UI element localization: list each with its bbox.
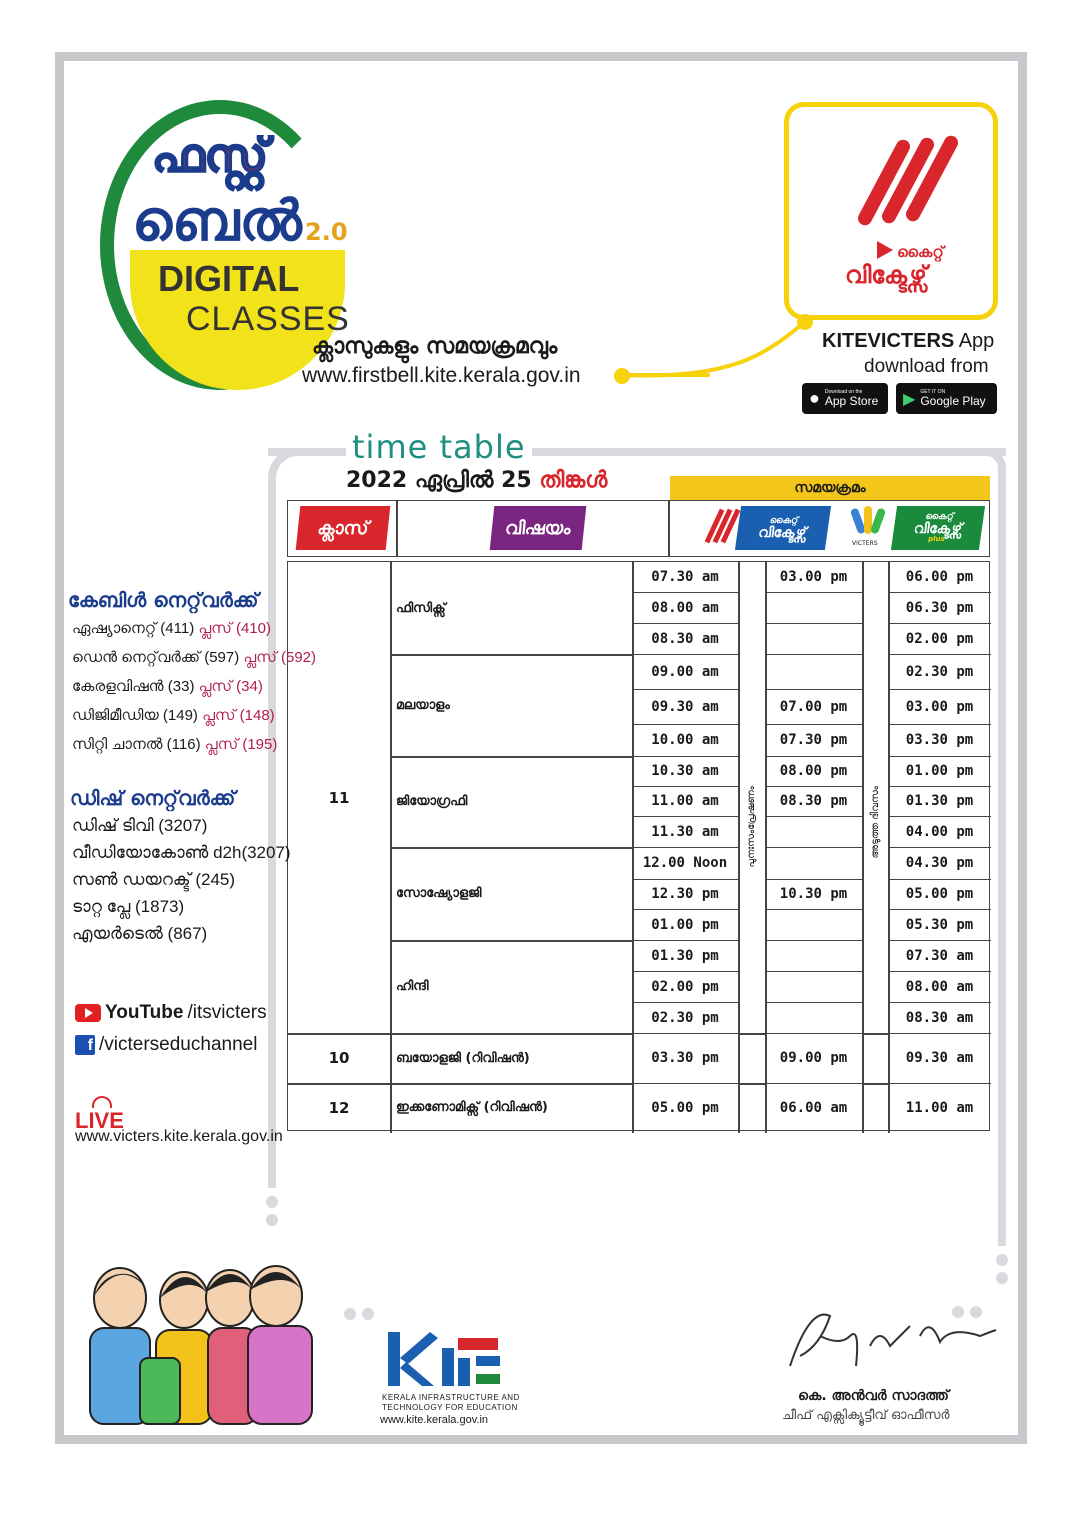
cable-network-heading: കേബിൾ നെറ്റ്‌വർക്ക് (68, 588, 259, 612)
cable-network-item (72, 620, 271, 637)
logo-script-line2: ബെൽ (132, 188, 302, 254)
subtitle-ml: ക്ലാസുകളും സമയക്രമവും (312, 334, 558, 359)
time-cell-t3: 02.30 pm (905, 663, 974, 680)
time-cell-t1: 05.00 pm (651, 1099, 719, 1116)
victers-logo-label: VICTERS (852, 540, 878, 547)
time-cell-t3: 02.00 pm (905, 630, 974, 647)
time-cell-t1: 11.30 am (651, 823, 719, 840)
kite-logo (380, 1328, 510, 1428)
time-cell-t2: 09.00 pm (779, 1050, 848, 1066)
dish-network-item: ഡിഷ് ടിവി (3207) (72, 816, 208, 835)
time-cell-t2 (765, 623, 862, 654)
kitevicters-plus-channel-header (891, 506, 985, 550)
cable-network-name: ഡെൻ നെറ്റ്‌വർക്ക് (597) (72, 649, 240, 666)
connector-curve (620, 310, 820, 385)
time-cell-t2: 07.30 pm (779, 732, 848, 748)
cable-network-plus: പ്ലസ് (195) (204, 736, 278, 753)
time-cell-t1: 12.30 pm (651, 886, 719, 902)
time-cell-t1: 11.00 am (651, 793, 719, 809)
time-cell-t3: 03.30 pm (905, 732, 974, 748)
subject-cell: മലയാളം (396, 697, 450, 713)
cable-network-plus: പ്ലസ് (148) (202, 707, 275, 724)
youtube-label-rest: /itsvicters (187, 1002, 267, 1023)
google-play-button[interactable] (896, 383, 997, 414)
time-cell-t1: 02.00 pm (651, 978, 719, 995)
time-cell-t1: 02.30 pm (651, 1009, 719, 1026)
time-cell-t2: 08.00 pm (779, 763, 848, 779)
youtube-label-bold: YouTube (105, 1002, 184, 1023)
logo-script-line1: ഫസ്റ്റ് (152, 128, 268, 182)
time-cell-t3: 06.00 pm (905, 569, 974, 585)
time-cell-t3: 07.30 am (905, 947, 974, 964)
time-cell-t1: 08.30 am (651, 630, 719, 647)
victers-live-link[interactable]: www.victers.kite.kerala.gov.in (75, 1128, 283, 1145)
time-cell-t2: 03.00 pm (779, 569, 848, 585)
youtube-icon (75, 1004, 101, 1022)
cable-network-item (72, 678, 263, 695)
time-cell-t3: 11.00 am (905, 1099, 974, 1116)
cable-network-name: ഡിജിമീഡിയ (149) (72, 707, 198, 724)
app-store-button[interactable] (802, 383, 888, 414)
time-cell-t2: 06.00 am (779, 1099, 848, 1116)
kitevicters-logo-big: വിക്ടേഴ്സ് (845, 261, 927, 289)
cable-network-plus: പ്ലസ് (34) (198, 678, 263, 695)
time-cell-t2 (765, 940, 862, 971)
subject-cell: ഫിസിക്സ് (396, 600, 446, 616)
class-cell: 12 (328, 1098, 350, 1117)
class-column-header: ക്ലാസ് (296, 506, 391, 550)
app-title-bold: KITEVICTERS (822, 330, 955, 352)
grid-line (862, 1083, 888, 1085)
logo-classes: CLASSES (186, 300, 350, 338)
time-cell-t1: 01.00 pm (651, 916, 719, 933)
dish-network-item: എയർടെൽ (867) (72, 924, 208, 943)
subject-column-header: വിഷയം (490, 506, 587, 550)
time-cell-t1: 03.30 pm (651, 1050, 719, 1066)
facebook-icon: f (75, 1035, 95, 1055)
cable-network-plus: പ്ലസ് (592) (243, 649, 317, 666)
children-illustration (80, 1258, 320, 1428)
time-cell-t3: 05.30 pm (905, 916, 974, 933)
google-play-small: GET IT ON (920, 389, 946, 395)
header-divider (396, 500, 398, 557)
time-cell-t1: 10.00 am (651, 732, 719, 748)
time-cell-t2 (765, 1002, 862, 1033)
time-cell-t3: 04.30 pm (905, 855, 974, 871)
subject-cell: ബയോളജി (റിവിഷൻ) (396, 1050, 530, 1066)
dish-network-item: വീഡിയോകോൺ d2h(3207) (72, 843, 291, 862)
kite-name-line1: KERALA INFRASTRUCTURE AND (382, 1393, 520, 1402)
date-day: തിങ്കൾ (539, 468, 608, 493)
dish-network-item: സൺ ഡയറക്ട് (245) (72, 870, 236, 889)
logo-digital: DIGITAL (158, 258, 300, 299)
time-cell-t3: 06.30 pm (905, 599, 974, 616)
ch2-note: plus (927, 535, 946, 543)
connector-dot-left (614, 368, 630, 384)
time-cell-t1: 08.00 am (651, 599, 719, 616)
cable-network-name: ഏഷ്യാനെറ്റ് (411) (72, 620, 195, 637)
time-cell-t2 (765, 971, 862, 1002)
app-store-label: App Store (824, 394, 879, 408)
panel-dot (344, 1308, 356, 1320)
class-cell: 10 (328, 1049, 350, 1067)
logo-version: 2.0 (305, 218, 348, 246)
grid-line (738, 1033, 765, 1035)
live-label: LIVE (75, 1108, 124, 1133)
cable-network-name: സിറ്റി ചാനൽ (116) (72, 736, 201, 753)
kitevicters-channel-header (735, 506, 831, 550)
facebook-label: /victerseduchannel (99, 1034, 258, 1055)
cable-network-item (72, 707, 275, 724)
kitevicters-channel-stripes-icon (706, 506, 736, 550)
victers-plus-logo-icon (852, 506, 886, 550)
subject-cell: ഹിന്ദി (396, 979, 429, 994)
time-cell-t2: 10.30 pm (779, 886, 848, 902)
dish-network-item: ടാറ്റ പ്ലേ (1873) (72, 897, 185, 916)
timetable-title: time table (346, 428, 532, 466)
time-cell-t1: 10.30 am (651, 763, 719, 779)
ch2-small: കൈറ്റ് (924, 512, 955, 522)
apple-icon: ● (809, 388, 820, 408)
kitevicters-logo-small: കൈറ്റ് (897, 243, 944, 261)
time-cell-t3: 01.30 pm (905, 793, 974, 809)
signature (780, 1296, 1000, 1386)
ch2-label: വിക്ടേഴ്സ് (912, 521, 963, 537)
app-title (822, 330, 994, 353)
time-cell-t1: 01.30 pm (651, 947, 719, 964)
google-play-icon: ▶ (903, 390, 916, 408)
grid-line (862, 562, 864, 1133)
subject-cell: സോഷ്യോളജി (396, 886, 482, 901)
subject-cell: ഇക്കണോമിക്സ് (റിവിഷൻ) (396, 1100, 548, 1115)
time-cell-t2 (765, 816, 862, 847)
cable-network-plus: പ്ലസ് (410) (198, 620, 271, 637)
time-cell-t2 (765, 654, 862, 689)
kite-name-line2: TECHNOLOGY FOR EDUCATION (382, 1403, 518, 1412)
ch1-small: കൈറ്റ് (769, 515, 799, 526)
kitevicters-stripes-icon (867, 135, 947, 235)
dish-network-heading: ഡിഷ് നെറ്റ്‌വർക്ക് (70, 786, 236, 810)
time-cell-t3: 05.00 pm (905, 886, 974, 902)
panel-dot (266, 1196, 278, 1208)
time-cell-t3: 09.30 am (905, 1050, 974, 1066)
google-play-label: Google Play (920, 394, 986, 408)
time-cell-t2: 08.30 pm (779, 793, 848, 809)
time-cell-t3: 03.00 pm (905, 698, 974, 715)
time-cell-t2 (765, 592, 862, 623)
timetable-grid (287, 561, 990, 1131)
kite-website-link[interactable]: www.kite.kerala.gov.in (380, 1414, 489, 1426)
schedule-header: സമയക്രമം (670, 476, 990, 500)
time-cell-t2 (765, 909, 862, 940)
panel-right-bar (998, 466, 1006, 1246)
time-cell-t1: 09.30 am (651, 698, 719, 715)
signer-role: ചീഫ് എക്സിക്യൂട്ടീവ് ഓഫീസർ (782, 1408, 950, 1423)
time-cell-t3: 01.00 pm (905, 763, 974, 779)
time-cell-t1: 12.00 Noon (642, 855, 728, 871)
time-cell-t3: 08.00 am (905, 978, 974, 995)
play-icon (877, 241, 893, 259)
date-main: 2022 ഏപ്രിൽ 25 (346, 468, 532, 493)
panel-dot (996, 1272, 1008, 1284)
firstbell-website-link[interactable]: www.firstbell.kite.kerala.gov.in (302, 364, 581, 387)
grid-line (738, 1083, 765, 1085)
timetable-date (346, 468, 607, 493)
header-divider (668, 500, 670, 557)
time-cell-t2 (765, 847, 862, 879)
time-cell-t1: 07.30 am (651, 569, 719, 585)
time-cell-t1: 09.00 am (651, 663, 719, 680)
cable-network-item (72, 736, 277, 753)
panel-dot (266, 1214, 278, 1226)
app-title-rest: App (954, 330, 995, 352)
app-download-label: download from (864, 356, 989, 377)
ch1-label: വിക്ടേഴ്സ് (757, 524, 808, 541)
rebroadcast-label: പുനഃസംപ്രേഷണം (746, 786, 757, 868)
time-cell-t3: 04.00 pm (905, 823, 974, 840)
time-cell-t3: 08.30 am (905, 1009, 974, 1026)
youtube-link[interactable] (75, 1002, 267, 1024)
app-store-small: Download on the (824, 389, 863, 395)
cable-network-name: കേരളവിഷൻ (33) (72, 678, 195, 695)
signer-name: കെ. അൻവർ സാദത്ത് (798, 1388, 949, 1404)
kitevicters-logo-box (784, 102, 998, 320)
facebook-link[interactable] (75, 1034, 257, 1056)
time-cell-t2: 07.00 pm (779, 698, 848, 715)
subject-cell: ജിയോഗ്രഫി (396, 794, 468, 809)
panel-dot (362, 1308, 374, 1320)
class-cell: 11 (328, 788, 350, 807)
grid-line (862, 1033, 888, 1035)
rebroadcast-label: അടുത്ത ദിവസം (870, 786, 881, 859)
cable-network-item (72, 649, 316, 666)
grid-line (738, 562, 740, 1133)
panel-dot (996, 1254, 1008, 1266)
